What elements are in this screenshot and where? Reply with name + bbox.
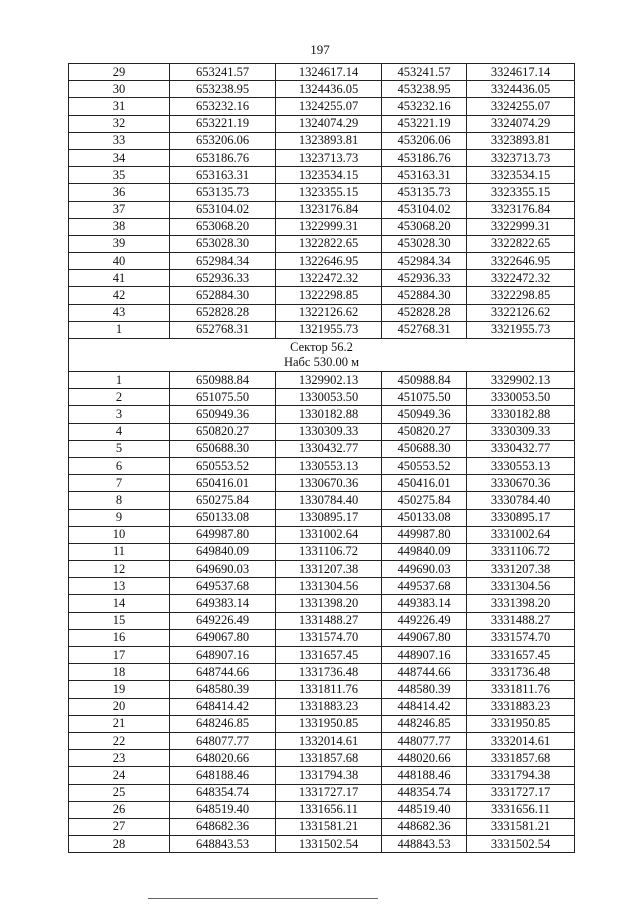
sector-header bbox=[69, 339, 575, 372]
table-row bbox=[69, 132, 575, 149]
table-row bbox=[69, 406, 575, 423]
coordinate-cell: 449383.14 bbox=[382, 595, 467, 612]
coordinate-cell: 1322646.95 bbox=[276, 253, 382, 270]
coordinate-cell: 1323355.15 bbox=[276, 184, 382, 201]
coordinate-cell: 649987.80 bbox=[170, 526, 276, 543]
coordinate-cell: 3329902.13 bbox=[467, 372, 575, 389]
coordinate-cell: 1323176.84 bbox=[276, 201, 382, 218]
coordinate-cell: 451075.50 bbox=[382, 389, 467, 406]
coordinate-cell: 649383.14 bbox=[170, 595, 276, 612]
table-row bbox=[69, 64, 575, 81]
coordinate-cell: 450416.01 bbox=[382, 475, 467, 492]
coordinate-cell: 449226.49 bbox=[382, 612, 467, 629]
table-row bbox=[69, 767, 575, 784]
point-number-cell: 10 bbox=[69, 526, 170, 543]
coordinate-cell: 3331574.70 bbox=[467, 629, 575, 646]
coordinate-cell: 3322126.62 bbox=[467, 304, 575, 321]
coordinate-cell: 450275.84 bbox=[382, 492, 467, 509]
coordinate-cell: 3331736.48 bbox=[467, 664, 575, 681]
coordinate-cell: 3330182.88 bbox=[467, 406, 575, 423]
coordinate-cell: 648907.16 bbox=[170, 647, 276, 664]
coordinate-cell: 3331398.20 bbox=[467, 595, 575, 612]
coordinate-cell: 1331883.23 bbox=[276, 698, 382, 715]
point-number-cell: 20 bbox=[69, 698, 170, 715]
point-number-cell: 23 bbox=[69, 750, 170, 767]
coordinate-cell: 1330670.36 bbox=[276, 475, 382, 492]
table-row bbox=[69, 492, 575, 509]
coordinate-cell: 448414.42 bbox=[382, 698, 467, 715]
coordinate-cell: 1322126.62 bbox=[276, 304, 382, 321]
coordinate-cell: 651075.50 bbox=[170, 389, 276, 406]
coordinate-cell: 450553.52 bbox=[382, 457, 467, 474]
coordinate-cell: 1332014.61 bbox=[276, 732, 382, 749]
coordinate-cell: 453186.76 bbox=[382, 149, 467, 166]
coordinate-cell: 448580.39 bbox=[382, 681, 467, 698]
coordinate-cell: 3330784.40 bbox=[467, 492, 575, 509]
table-row bbox=[69, 304, 575, 321]
point-number-cell: 13 bbox=[69, 578, 170, 595]
coordinate-cell: 1322822.65 bbox=[276, 235, 382, 252]
table-row bbox=[69, 561, 575, 578]
coordinate-cell: 650688.30 bbox=[170, 440, 276, 457]
coordinate-cell: 1331794.38 bbox=[276, 767, 382, 784]
point-number-cell: 37 bbox=[69, 201, 170, 218]
table-row bbox=[69, 629, 575, 646]
table-row bbox=[69, 184, 575, 201]
point-number-cell: 25 bbox=[69, 784, 170, 801]
coordinate-cell: 448843.53 bbox=[382, 836, 467, 853]
coordinate-cell: 453135.73 bbox=[382, 184, 467, 201]
point-number-cell: 33 bbox=[69, 132, 170, 149]
coordinate-cell: 1324074.29 bbox=[276, 115, 382, 132]
coordinate-cell: 653186.76 bbox=[170, 149, 276, 166]
page-number: 197 bbox=[310, 42, 330, 57]
coordinate-cell: 650820.27 bbox=[170, 423, 276, 440]
coordinate-cell: 452768.31 bbox=[382, 321, 467, 338]
coordinate-cell: 3330553.13 bbox=[467, 457, 575, 474]
point-number-cell: 39 bbox=[69, 235, 170, 252]
table-row bbox=[69, 201, 575, 218]
sector-cell bbox=[69, 339, 575, 372]
coordinate-cell: 453241.57 bbox=[382, 64, 467, 81]
table-row bbox=[69, 115, 575, 132]
coordinate-cell: 448519.40 bbox=[382, 801, 467, 818]
coordinate-cell: 3323534.15 bbox=[467, 167, 575, 184]
coordinate-cell: 648414.42 bbox=[170, 698, 276, 715]
coordinate-cell: 449987.80 bbox=[382, 526, 467, 543]
sector-subtitle: Набс 530.00 м bbox=[283, 355, 360, 369]
coordinate-cell: 648843.53 bbox=[170, 836, 276, 853]
coordinate-cell: 1331398.20 bbox=[276, 595, 382, 612]
coordinate-cell: 653241.57 bbox=[170, 64, 276, 81]
coordinate-cell: 450988.84 bbox=[382, 372, 467, 389]
coordinate-cell: 3322999.31 bbox=[467, 218, 575, 235]
coordinate-cell: 3330309.33 bbox=[467, 423, 575, 440]
table-row bbox=[69, 287, 575, 304]
coordinate-cell: 3331002.64 bbox=[467, 526, 575, 543]
table-row bbox=[69, 732, 575, 749]
coordinate-cell: 449690.03 bbox=[382, 561, 467, 578]
coordinate-cell: 1330053.50 bbox=[276, 389, 382, 406]
coordinate-cell: 1329902.13 bbox=[276, 372, 382, 389]
coordinate-cell: 448020.66 bbox=[382, 750, 467, 767]
point-number-cell: 40 bbox=[69, 253, 170, 270]
coordinate-cell: 653221.19 bbox=[170, 115, 276, 132]
coordinate-cell: 452884.30 bbox=[382, 287, 467, 304]
table-row bbox=[69, 818, 575, 835]
point-number-cell: 2 bbox=[69, 389, 170, 406]
coordinate-cell: 3331304.56 bbox=[467, 578, 575, 595]
coordinate-cell: 1331207.38 bbox=[276, 561, 382, 578]
coordinate-cell: 3321955.73 bbox=[467, 321, 575, 338]
coordinate-cell: 652936.33 bbox=[170, 270, 276, 287]
coordinate-cell: 3322298.85 bbox=[467, 287, 575, 304]
sector-title: Сектор 56.2 bbox=[290, 340, 353, 354]
coordinate-cell: 653238.95 bbox=[170, 81, 276, 98]
coordinate-cell: 3331883.23 bbox=[467, 698, 575, 715]
coordinate-cell: 1330895.17 bbox=[276, 509, 382, 526]
coordinate-cell: 1330784.40 bbox=[276, 492, 382, 509]
coordinate-cell: 3323713.73 bbox=[467, 149, 575, 166]
coordinate-cell: 453206.06 bbox=[382, 132, 467, 149]
coordinate-cell: 1331736.48 bbox=[276, 664, 382, 681]
point-number-cell: 19 bbox=[69, 681, 170, 698]
coordinate-cell: 1331106.72 bbox=[276, 543, 382, 560]
coordinate-cell: 450949.36 bbox=[382, 406, 467, 423]
coordinate-cell: 448246.85 bbox=[382, 715, 467, 732]
point-number-cell: 27 bbox=[69, 818, 170, 835]
coordinate-cell: 3324074.29 bbox=[467, 115, 575, 132]
point-number-cell: 38 bbox=[69, 218, 170, 235]
point-number-cell: 15 bbox=[69, 612, 170, 629]
coordinate-cell: 1323534.15 bbox=[276, 167, 382, 184]
table-row bbox=[69, 253, 575, 270]
point-number-cell: 35 bbox=[69, 167, 170, 184]
point-number-cell: 22 bbox=[69, 732, 170, 749]
point-number-cell: 26 bbox=[69, 801, 170, 818]
point-number-cell: 1 bbox=[69, 372, 170, 389]
coordinate-cell: 1331656.11 bbox=[276, 801, 382, 818]
table-row bbox=[69, 218, 575, 235]
coordinate-cell: 652828.28 bbox=[170, 304, 276, 321]
coordinate-cell: 453232.16 bbox=[382, 98, 467, 115]
coordinate-cell: 3330432.77 bbox=[467, 440, 575, 457]
table-row bbox=[69, 526, 575, 543]
coordinates-table bbox=[68, 63, 575, 853]
coordinate-cell: 653104.02 bbox=[170, 201, 276, 218]
table-row bbox=[69, 270, 575, 287]
coordinate-cell: 648020.66 bbox=[170, 750, 276, 767]
coordinate-cell: 448682.36 bbox=[382, 818, 467, 835]
coordinate-cell: 448188.46 bbox=[382, 767, 467, 784]
coordinate-cell: 653163.31 bbox=[170, 167, 276, 184]
coordinate-cell: 648246.85 bbox=[170, 715, 276, 732]
table-row bbox=[69, 457, 575, 474]
coordinate-cell: 453104.02 bbox=[382, 201, 467, 218]
coordinate-cell: 453221.19 bbox=[382, 115, 467, 132]
coordinate-cell: 1331581.21 bbox=[276, 818, 382, 835]
point-number-cell: 14 bbox=[69, 595, 170, 612]
point-number-cell: 21 bbox=[69, 715, 170, 732]
point-number-cell: 4 bbox=[69, 423, 170, 440]
coordinate-cell: 3331657.45 bbox=[467, 647, 575, 664]
coordinate-cell: 450133.08 bbox=[382, 509, 467, 526]
point-number-cell: 32 bbox=[69, 115, 170, 132]
coordinate-cell: 648744.66 bbox=[170, 664, 276, 681]
coordinate-cell: 1323893.81 bbox=[276, 132, 382, 149]
coordinate-cell: 3331581.21 bbox=[467, 818, 575, 835]
coordinate-cell: 1330309.33 bbox=[276, 423, 382, 440]
coordinate-cell: 3332014.61 bbox=[467, 732, 575, 749]
table-row bbox=[69, 836, 575, 853]
coordinate-cell: 649690.03 bbox=[170, 561, 276, 578]
coordinate-cell: 653028.30 bbox=[170, 235, 276, 252]
coordinate-cell: 1330182.88 bbox=[276, 406, 382, 423]
coordinate-cell: 3331811.76 bbox=[467, 681, 575, 698]
coordinate-cell: 448077.77 bbox=[382, 732, 467, 749]
table-row bbox=[69, 423, 575, 440]
coordinate-cell: 3322472.32 bbox=[467, 270, 575, 287]
table-row bbox=[69, 801, 575, 818]
point-number-cell: 31 bbox=[69, 98, 170, 115]
coordinate-cell: 3323176.84 bbox=[467, 201, 575, 218]
coordinate-cell: 3331488.27 bbox=[467, 612, 575, 629]
coordinate-cell: 3331857.68 bbox=[467, 750, 575, 767]
coordinate-cell: 3331950.85 bbox=[467, 715, 575, 732]
coordinate-cell: 452984.34 bbox=[382, 253, 467, 270]
coordinate-cell: 649840.09 bbox=[170, 543, 276, 560]
coordinate-cell: 652768.31 bbox=[170, 321, 276, 338]
coordinate-cell: 653135.73 bbox=[170, 184, 276, 201]
coordinate-cell: 1323713.73 bbox=[276, 149, 382, 166]
coordinate-cell: 448744.66 bbox=[382, 664, 467, 681]
coordinate-cell: 3330053.50 bbox=[467, 389, 575, 406]
coordinate-cell: 648188.46 bbox=[170, 767, 276, 784]
coordinate-cell: 650416.01 bbox=[170, 475, 276, 492]
coordinate-cell: 453163.31 bbox=[382, 167, 467, 184]
coordinate-cell: 452828.28 bbox=[382, 304, 467, 321]
coordinate-cell: 1331002.64 bbox=[276, 526, 382, 543]
point-number-cell: 12 bbox=[69, 561, 170, 578]
coordinate-cell: 1322999.31 bbox=[276, 218, 382, 235]
point-number-cell: 5 bbox=[69, 440, 170, 457]
coordinate-cell: 650275.84 bbox=[170, 492, 276, 509]
coordinate-cell: 449840.09 bbox=[382, 543, 467, 560]
coordinate-cell: 3324255.07 bbox=[467, 98, 575, 115]
coordinate-cell: 1322298.85 bbox=[276, 287, 382, 304]
coordinate-cell: 450820.27 bbox=[382, 423, 467, 440]
coordinate-cell: 648354.74 bbox=[170, 784, 276, 801]
coordinate-cell: 449067.80 bbox=[382, 629, 467, 646]
sector-row bbox=[69, 339, 575, 372]
table-row bbox=[69, 98, 575, 115]
coordinate-cell: 3324436.05 bbox=[467, 81, 575, 98]
coordinate-cell: 1331488.27 bbox=[276, 612, 382, 629]
coordinate-cell: 450688.30 bbox=[382, 440, 467, 457]
coordinate-cell: 3331656.11 bbox=[467, 801, 575, 818]
point-number-cell: 43 bbox=[69, 304, 170, 321]
table-row bbox=[69, 612, 575, 629]
coordinate-cell: 1324255.07 bbox=[276, 98, 382, 115]
point-number-cell: 3 bbox=[69, 406, 170, 423]
coordinate-cell: 1331657.45 bbox=[276, 647, 382, 664]
point-number-cell: 9 bbox=[69, 509, 170, 526]
coordinate-cell: 649226.49 bbox=[170, 612, 276, 629]
coordinate-cell: 3323355.15 bbox=[467, 184, 575, 201]
table-row bbox=[69, 509, 575, 526]
table-row bbox=[69, 595, 575, 612]
table-row bbox=[69, 81, 575, 98]
coordinate-cell: 1322472.32 bbox=[276, 270, 382, 287]
point-number-cell: 42 bbox=[69, 287, 170, 304]
coordinate-cell: 1331857.68 bbox=[276, 750, 382, 767]
table-row bbox=[69, 235, 575, 252]
coordinate-cell: 1331502.54 bbox=[276, 836, 382, 853]
table-row bbox=[69, 372, 575, 389]
table-body-part2 bbox=[69, 372, 575, 853]
coordinate-cell: 650988.84 bbox=[170, 372, 276, 389]
point-number-cell: 30 bbox=[69, 81, 170, 98]
point-number-cell: 36 bbox=[69, 184, 170, 201]
coordinate-cell: 3331727.17 bbox=[467, 784, 575, 801]
table-row bbox=[69, 543, 575, 560]
table-row bbox=[69, 715, 575, 732]
table-row bbox=[69, 664, 575, 681]
coordinate-cell: 453028.30 bbox=[382, 235, 467, 252]
coordinate-cell: 650949.36 bbox=[170, 406, 276, 423]
table-row bbox=[69, 440, 575, 457]
coordinate-cell: 3331207.38 bbox=[467, 561, 575, 578]
coordinate-cell: 449537.68 bbox=[382, 578, 467, 595]
coordinate-cell: 649067.80 bbox=[170, 629, 276, 646]
table-row bbox=[69, 475, 575, 492]
coordinate-cell: 1321955.73 bbox=[276, 321, 382, 338]
coordinate-cell: 652984.34 bbox=[170, 253, 276, 270]
coordinate-cell: 3323893.81 bbox=[467, 132, 575, 149]
point-number-cell: 29 bbox=[69, 64, 170, 81]
table-row bbox=[69, 750, 575, 767]
table-row bbox=[69, 578, 575, 595]
coordinate-cell: 1331574.70 bbox=[276, 629, 382, 646]
point-number-cell: 41 bbox=[69, 270, 170, 287]
point-number-cell: 17 bbox=[69, 647, 170, 664]
point-number-cell: 18 bbox=[69, 664, 170, 681]
table-row bbox=[69, 149, 575, 166]
table-body-part1 bbox=[69, 64, 575, 339]
point-number-cell: 34 bbox=[69, 149, 170, 166]
coordinate-cell: 3331794.38 bbox=[467, 767, 575, 784]
point-number-cell: 1 bbox=[69, 321, 170, 338]
table-row bbox=[69, 784, 575, 801]
point-number-cell: 16 bbox=[69, 629, 170, 646]
coordinate-cell: 3331502.54 bbox=[467, 836, 575, 853]
table-row bbox=[69, 681, 575, 698]
coordinate-cell: 1331950.85 bbox=[276, 715, 382, 732]
coordinate-cell: 648519.40 bbox=[170, 801, 276, 818]
coordinate-cell: 3330670.36 bbox=[467, 475, 575, 492]
coordinate-cell: 3322822.65 bbox=[467, 235, 575, 252]
coordinate-cell: 648682.36 bbox=[170, 818, 276, 835]
footer-divider bbox=[148, 898, 378, 899]
coordinate-cell: 452936.33 bbox=[382, 270, 467, 287]
coordinate-cell: 448354.74 bbox=[382, 784, 467, 801]
coordinate-cell: 650133.08 bbox=[170, 509, 276, 526]
coordinate-cell: 1324436.05 bbox=[276, 81, 382, 98]
coordinate-cell: 652884.30 bbox=[170, 287, 276, 304]
coordinate-cell: 1324617.14 bbox=[276, 64, 382, 81]
coordinate-cell: 1331727.17 bbox=[276, 784, 382, 801]
coordinate-cell: 453068.20 bbox=[382, 218, 467, 235]
point-number-cell: 11 bbox=[69, 543, 170, 560]
coordinate-cell: 648580.39 bbox=[170, 681, 276, 698]
coordinate-cell: 648077.77 bbox=[170, 732, 276, 749]
table-row bbox=[69, 389, 575, 406]
point-number-cell: 28 bbox=[69, 836, 170, 853]
point-number-cell: 7 bbox=[69, 475, 170, 492]
coordinate-cell: 3331106.72 bbox=[467, 543, 575, 560]
point-number-cell: 8 bbox=[69, 492, 170, 509]
coordinate-cell: 3322646.95 bbox=[467, 253, 575, 270]
coordinate-cell: 653206.06 bbox=[170, 132, 276, 149]
table-row bbox=[69, 698, 575, 715]
coordinate-cell: 1330432.77 bbox=[276, 440, 382, 457]
coordinate-cell: 448907.16 bbox=[382, 647, 467, 664]
coordinate-cell: 650553.52 bbox=[170, 457, 276, 474]
coordinate-cell: 653068.20 bbox=[170, 218, 276, 235]
point-number-cell: 24 bbox=[69, 767, 170, 784]
table-row bbox=[69, 321, 575, 338]
coordinate-cell: 1331304.56 bbox=[276, 578, 382, 595]
coordinate-cell: 3330895.17 bbox=[467, 509, 575, 526]
coordinate-cell: 653232.16 bbox=[170, 98, 276, 115]
coordinate-cell: 1331811.76 bbox=[276, 681, 382, 698]
coordinate-cell: 649537.68 bbox=[170, 578, 276, 595]
table-row bbox=[69, 647, 575, 664]
coordinate-cell: 453238.95 bbox=[382, 81, 467, 98]
point-number-cell: 6 bbox=[69, 457, 170, 474]
coordinate-cell: 1330553.13 bbox=[276, 457, 382, 474]
table-row bbox=[69, 167, 575, 184]
coordinate-cell: 3324617.14 bbox=[467, 64, 575, 81]
